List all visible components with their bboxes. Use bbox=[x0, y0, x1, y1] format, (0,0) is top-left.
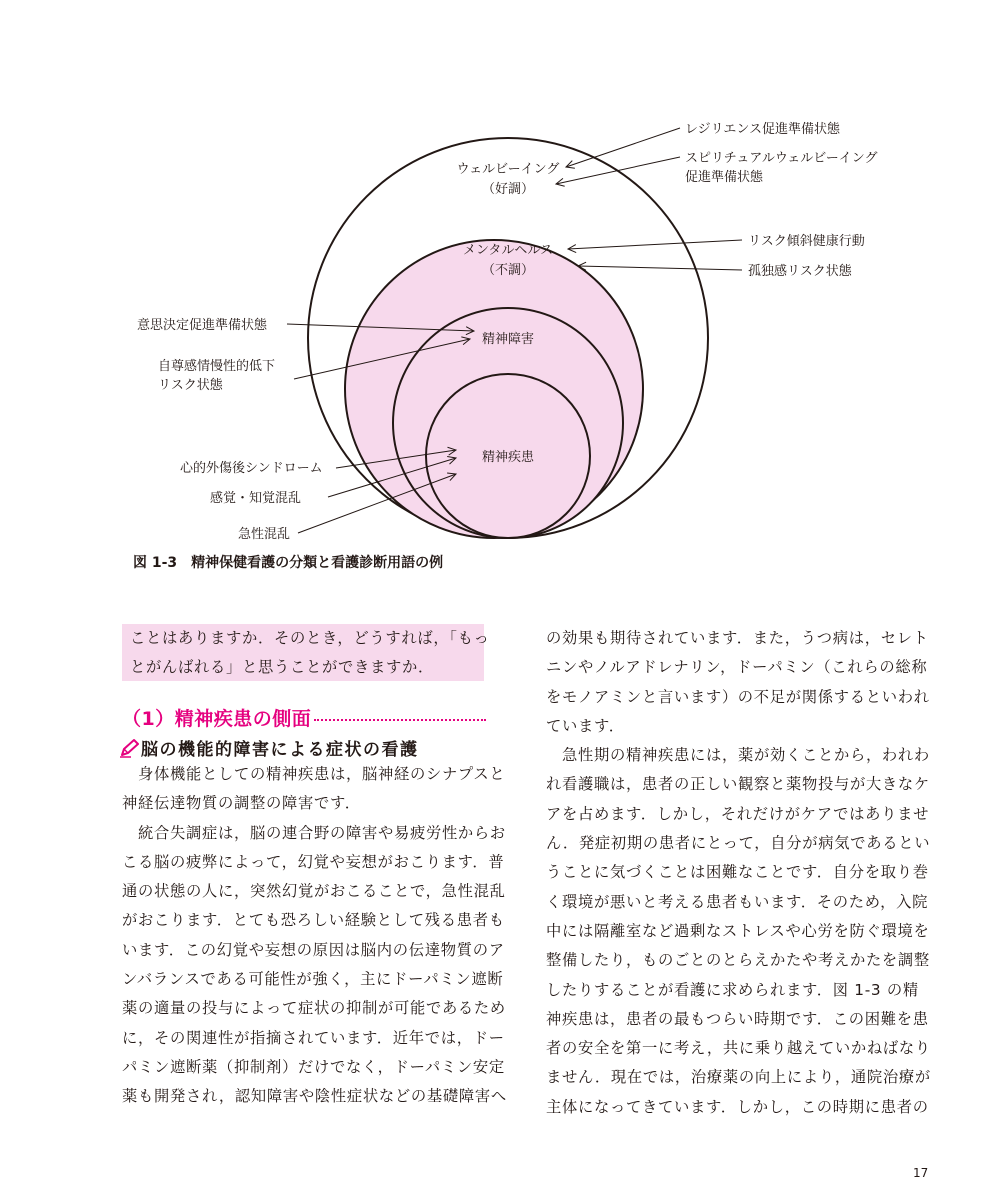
body-line: 神疾患は，患者の最もつらい時期です．この困難を患 bbox=[546, 1009, 929, 1028]
body-line: 神経伝達物質の調整の障害です． bbox=[122, 794, 361, 813]
highlight-line: ことはありますか．そのとき，どうすれば，「もっ bbox=[130, 629, 490, 647]
body-line: うことに気づくことは困難なことです．自分を取り巻 bbox=[546, 863, 929, 882]
body-line: 中には隔離室など過剰なストレスや心労を防ぐ環境を bbox=[546, 921, 930, 940]
section-heading bbox=[122, 704, 486, 732]
section-heading-dotted-rule bbox=[314, 719, 486, 721]
term-decision: 意思決定促進準備状態 bbox=[137, 318, 268, 333]
page-number: 17 bbox=[913, 1166, 929, 1180]
wellbeing-label: ウェルビーイング bbox=[456, 162, 560, 177]
body-line: 整備したり，ものごとのとらえかたや考えかたを調整 bbox=[546, 951, 930, 970]
body-line: アを占めます．しかし，それだけがケアではありませ bbox=[546, 804, 930, 823]
subheading bbox=[119, 735, 419, 760]
left-column bbox=[122, 760, 507, 1112]
body-line: 薬の適量の投与によって症状の抑制が可能であるため bbox=[122, 999, 506, 1018]
term-loneliness: 孤独感リスク状態 bbox=[748, 264, 852, 279]
body-line: ん．発症初期の患者にとって，自分が病気であるとい bbox=[546, 834, 931, 853]
mental-health-sub-label: （不調） bbox=[481, 263, 535, 278]
classification-diagram bbox=[0, 0, 981, 560]
right-column bbox=[546, 624, 931, 1122]
body-line: 急性期の精神疾患には，薬が効くことから，われわ bbox=[546, 746, 930, 765]
body-line: ニンやノルアドレナリン，ドーパミン（これらの総称 bbox=[546, 658, 928, 677]
body-line: パミン遮断薬（抑制剤）だけでなく，ドーパミン安定 bbox=[122, 1057, 505, 1076]
mental-health-label: メンタルヘルス bbox=[462, 243, 554, 258]
body-line: したりすることが看護に求められます．図 1-3 の精 bbox=[546, 980, 919, 999]
term-perception: 感覚・知覚混乱 bbox=[210, 491, 302, 506]
figure-caption bbox=[133, 552, 443, 572]
body-line: く環境が悪いと考える患者もいます．そのため，入院 bbox=[546, 892, 929, 911]
term-ptsd: 心的外傷後シンドローム bbox=[180, 461, 323, 476]
figure-caption-text: 精神保健看護の分類と看護診断用語の例 bbox=[191, 555, 444, 571]
body-line: 身体機能としての精神疾患は，脳神経のシナプスと bbox=[122, 765, 506, 783]
wellbeing-sub-label: （好調） bbox=[481, 182, 535, 197]
term-spiritual-line2: 促進準備状態 bbox=[685, 170, 764, 185]
body-line: をモノアミンと言います）の不足が関係するといわれ bbox=[546, 687, 930, 706]
highlight-box bbox=[122, 624, 490, 681]
body-line: います．この幻覚や妄想の原因は脳内の伝達物質のア bbox=[122, 940, 505, 959]
highlight-line: とがんばれる」と思うことができますか． bbox=[130, 658, 434, 676]
body-line: れ看護職は，患者の正しい観察と薬物投与が大きなケ bbox=[546, 775, 930, 794]
term-spiritual-line1: スピリチュアルウェルビーイング bbox=[685, 151, 878, 166]
subheading-text: 脳の機能的障害による症状の看護 bbox=[141, 740, 419, 760]
body-line: ています． bbox=[546, 716, 625, 735]
term-risk-health: リスク傾斜健康行動 bbox=[748, 234, 865, 249]
mental-illness-label: 精神疾患 bbox=[481, 450, 535, 465]
body-line: 通の状態の人に，突然幻覚がおこることで，急性混乱 bbox=[122, 882, 506, 901]
figure-caption-number: 図 1-3 bbox=[133, 555, 178, 571]
section-heading-text: （1）精神疾患の側面 bbox=[122, 708, 312, 730]
body-line: ません．現在では，治療薬の向上により，通院治療が bbox=[546, 1068, 931, 1087]
body-line: に，その関連性が指摘されています．近年では，ドー bbox=[122, 1028, 505, 1047]
body-line: の効果も期待されています．また，うつ病は，セレト bbox=[546, 629, 929, 647]
body-line: 者の安全を第一に考え，共に乗り越えていかねばなり bbox=[546, 1039, 931, 1058]
body-line: がおこります．とても恐ろしい経験として残る患者も bbox=[122, 911, 505, 930]
term-acute: 急性混乱 bbox=[238, 527, 291, 542]
body-line: 統合失調症は，脳の連合野の障害や易疲労性からお bbox=[122, 823, 506, 842]
body-line: 薬も開発され，認知障害や陰性症状などの基礎障害へ bbox=[122, 1087, 507, 1106]
body-line: 主体になってきています．しかし，この時期に患者の bbox=[546, 1097, 929, 1116]
term-self-esteem-line2: リスク状態 bbox=[158, 378, 223, 393]
term-resilience: レジリエンス促進準備状態 bbox=[685, 122, 841, 137]
pencil-icon bbox=[119, 738, 141, 758]
mental-disorder-label: 精神障害 bbox=[481, 332, 535, 347]
body-line: こる脳の疲弊によって，幻覚や妄想がおこります．普 bbox=[122, 852, 505, 871]
body-line: ンバランスである可能性が強く，主にドーパミン遮断 bbox=[122, 970, 504, 989]
term-self-esteem-line1: 自尊感情慢性的低下 bbox=[158, 359, 276, 374]
